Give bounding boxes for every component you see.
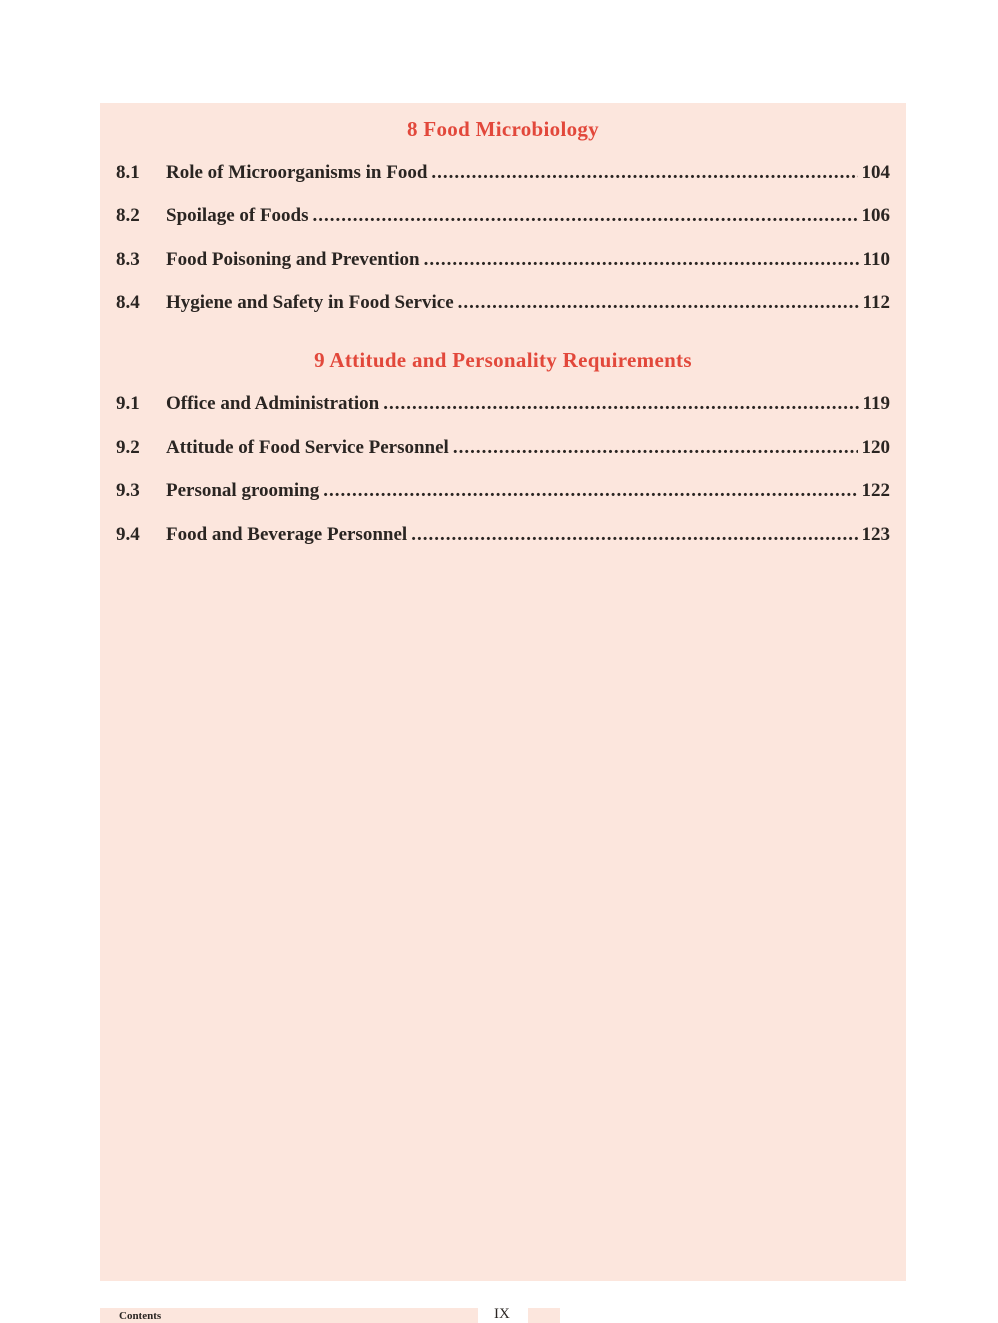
toc-entry-page: 110 — [862, 249, 890, 270]
toc-entry-number: 9.1 — [116, 393, 140, 414]
footer-tab — [528, 1308, 560, 1323]
toc-entry-label: Office and Administration — [166, 393, 380, 414]
toc-entry-page: 120 — [861, 437, 890, 458]
chapter-8-title: 8 Food Microbiology — [407, 117, 599, 141]
toc-entry-number: 8.2 — [116, 205, 140, 226]
toc-entry-8-1[interactable] — [116, 162, 890, 186]
toc-entry-page: 122 — [861, 480, 890, 501]
toc-entry-9-3[interactable] — [116, 480, 890, 504]
toc-entry-page: 104 — [861, 162, 890, 183]
toc-entry-8-4[interactable] — [116, 292, 890, 316]
toc-leader-dots — [458, 292, 859, 314]
toc-entry-9-1[interactable] — [116, 393, 890, 417]
toc-entry-label: Attitude of Food Service Personnel — [166, 437, 449, 458]
toc-entry-label: Food Poisoning and Prevention — [166, 249, 420, 270]
toc-entry-label: Personal grooming — [166, 480, 320, 501]
footer-section-label: Contents — [119, 1310, 162, 1322]
toc-leader-dots — [323, 480, 857, 502]
toc-leader-dots — [424, 249, 859, 271]
toc-entry-page: 123 — [861, 524, 890, 545]
toc-leader-dots — [453, 437, 858, 459]
toc-leader-dots — [431, 162, 857, 184]
toc-entry-9-2[interactable] — [116, 437, 890, 461]
toc-entry-number: 9.3 — [116, 480, 140, 501]
toc-entry-number: 9.2 — [116, 437, 140, 458]
toc-entry-number: 8.3 — [116, 249, 140, 270]
toc-leader-dots — [313, 205, 858, 227]
toc-entry-number: 8.1 — [116, 162, 140, 183]
toc-entry-number: 9.4 — [116, 524, 140, 545]
toc-leader-dots — [383, 393, 858, 415]
toc-entry-page: 106 — [861, 205, 890, 226]
toc-entry-9-4[interactable] — [116, 524, 890, 548]
contents-panel — [100, 103, 906, 1281]
toc-leader-dots — [411, 524, 857, 546]
toc-entry-label: Hygiene and Safety in Food Service — [166, 292, 454, 313]
toc-entry-label: Food and Beverage Personnel — [166, 524, 408, 545]
toc-entry-page: 119 — [862, 393, 890, 414]
toc-entry-label: Spoilage of Foods — [166, 205, 309, 226]
toc-entry-number: 8.4 — [116, 292, 140, 313]
chapter-9-title: 9 Attitude and Personality Requirements — [314, 348, 692, 372]
toc-entry-page: 112 — [862, 292, 890, 313]
toc-entry-label: Role of Microorganisms in Food — [166, 162, 428, 183]
toc-entry-8-3[interactable] — [116, 249, 890, 273]
footer-page-number: IX — [494, 1306, 510, 1322]
toc-entry-8-2[interactable] — [116, 205, 890, 229]
